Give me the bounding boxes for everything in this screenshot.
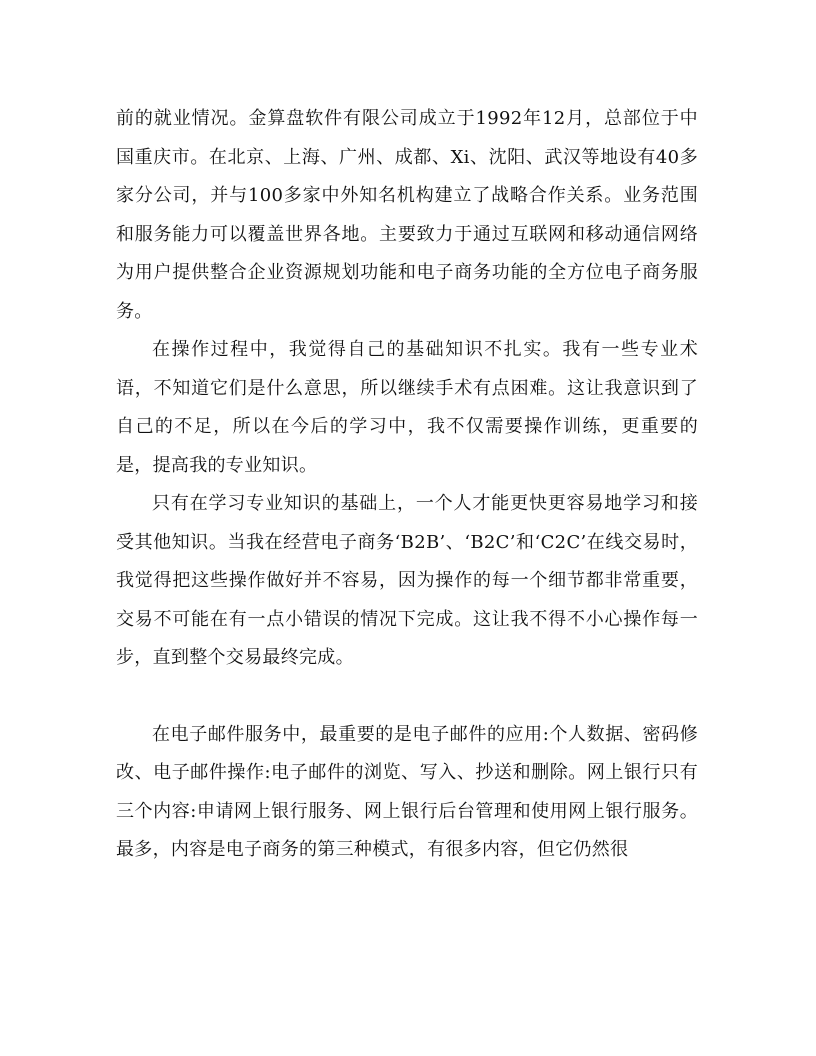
paragraph-professional-knowledge: 只有在学习专业知识的基础上，一个人才能更快更容易地学习和接受其他知识。当我在经营电子商务‘B2B’、‘B2C’和‘C2C’在线交易时，我觉得把这些操作做好并不容易，因为操作的每一个细节都非常重要，交易不可能在有一点小错误的情况下完成。这让我不得不小心操作每一步，直到整个交易最终完成。 bbox=[116, 493, 698, 668]
document-page bbox=[116, 100, 698, 1040]
paragraph-email-service: 在电子邮件服务中，最重要的是电子邮件的应用:个人数据、密码修改、电子邮件操作:电子邮件的浏览、写入、抄送和删除。网上银行只有三个内容:申请网上银行服务、网上银行后台管理和使用网上银行服务。最多，内容是电子商务的第三种模式，有很多内容，但它仍然很 bbox=[116, 723, 698, 860]
paragraph-gap bbox=[116, 678, 698, 716]
paragraph-company-intro: 前的就业情况。金算盘软件有限公司成立于1992年12月，总部位于中国重庆市。在北京、上海、广州、成都、Xi、沈阳、武汉等地设有40多家分公司，并与100多家中外知名机构建立了战略合作关系。业务范围和服务能力可以覆盖世界各地。主要致力于通过互联网和移动通信网络为用户提供整合企业资源规划功能和电子商务功能的全方位电子商务服务。 bbox=[116, 108, 698, 322]
paragraph-operation-process: 在操作过程中，我觉得自己的基础知识不扎实。我有一些专业术语，不知道它们是什么意思，所以继续手术有点困难。这让我意识到了自己的不足，所以在今后的学习中，我不仅需要操作训练，更重要的是，提高我的专业知识。 bbox=[116, 339, 698, 476]
